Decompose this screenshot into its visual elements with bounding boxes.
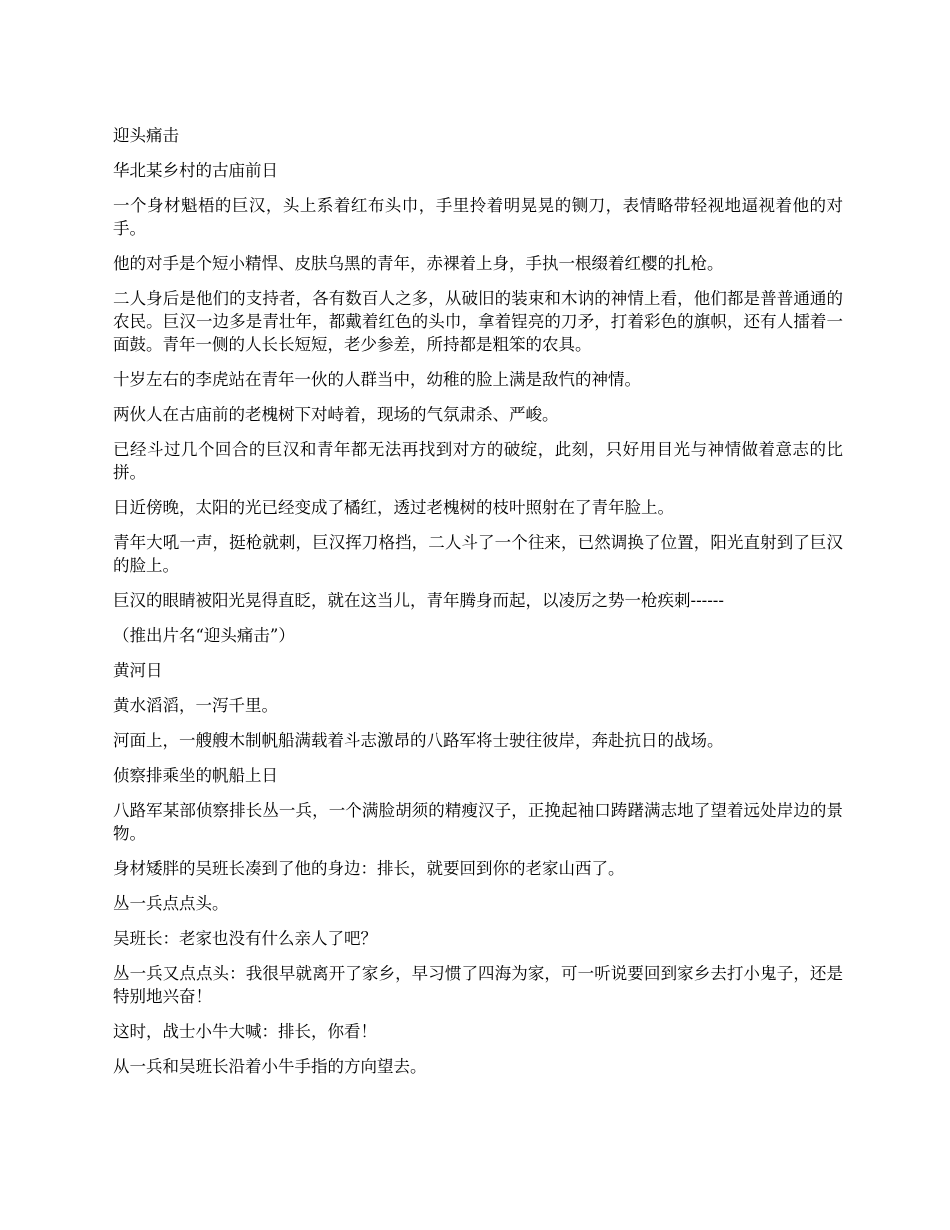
paragraph: （推出片名“迎头痛击”）: [113, 626, 295, 645]
paragraph: 巨汉的眼睛被阳光晃得直眨，就在这当儿，青年腾身而起，以凌厉之势一枪疾刺------: [113, 591, 724, 610]
document-body: [113, 124, 843, 1090]
paragraph: 从一兵和吴班长沿着小牛手指的方向望去。: [113, 1057, 427, 1076]
paragraph: 这时，战士小牛大喊：排长，你看！: [113, 1022, 377, 1041]
paragraph: 一个身材魁梧的巨汉，头上系着红布头巾，手里拎着明晃晃的铡刀，表情略带轻视地逼视着他的对手。: [113, 196, 843, 238]
paragraph: 两伙人在古庙前的老槐树下对峙着，现场的气氛肃杀、严峻。: [113, 405, 559, 424]
paragraph: 丛一兵点点头。: [113, 894, 229, 913]
scene-heading: 侦察排乘坐的帆船上日: [113, 766, 278, 785]
paragraph: 八路军某部侦察排长丛一兵，一个满脸胡须的精瘦汉子，正挽起袖口踌躇满志地了望着远处岸边的景物。: [113, 801, 843, 843]
paragraph: 日近傍晚，太阳的光已经变成了橘红，透过老槐树的枝叶照射在了青年脸上。: [113, 498, 674, 517]
paragraph: 黄水滔滔，一泻千里。: [113, 696, 278, 715]
document-title: 迎头痛击: [113, 126, 179, 145]
paragraph: 青年大吼一声，挺枪就刺，巨汉挥刀格挡，二人斗了一个往来，已然调换了位置，阳光直射到了巨汉的脸上。: [113, 533, 843, 575]
paragraph: 十岁左右的李虎站在青年一伙的人群当中，幼稚的脸上满是敌忾的神情。: [113, 370, 641, 389]
paragraph: 二人身后是他们的支持者，各有数百人之多，从破旧的装束和木讷的神情上看，他们都是普普通通的农民。巨汉一边多是青壮年，都戴着红色的头巾，拿着锃亮的刀矛，打着彩色的旗帜，还有人擂着一面鼓。青年一侧的人长长短短，老少参差，所持都是粗笨的农具。: [113, 289, 843, 354]
paragraph: 他的对手是个短小精悍、皮肤乌黑的青年，赤裸着上身，手执一根缀着红樱的扎枪。: [113, 254, 724, 273]
scene-heading: 黄河日: [113, 661, 163, 680]
paragraph: 河面上，一艘艘木制帆船满载着斗志激昂的八路军将士驶往彼岸，奔赴抗日的战场。: [113, 731, 724, 750]
scene-heading: 华北某乡村的古庙前日: [113, 161, 278, 180]
paragraph: 身材矮胖的吴班长凑到了他的身边：排长，就要回到你的老家山西了。: [113, 859, 625, 878]
paragraph: 吴班长：老家也没有什么亲人了吧？: [113, 929, 377, 948]
paragraph: 丛一兵又点点头：我很早就离开了家乡，早习惯了四海为家，可一听说要回到家乡去打小鬼子，还是特别地兴奋！: [113, 964, 843, 1006]
paragraph: 已经斗过几个回合的巨汉和青年都无法再找到对方的破绽，此刻，只好用目光与神情做着意志的比拼。: [113, 440, 843, 482]
